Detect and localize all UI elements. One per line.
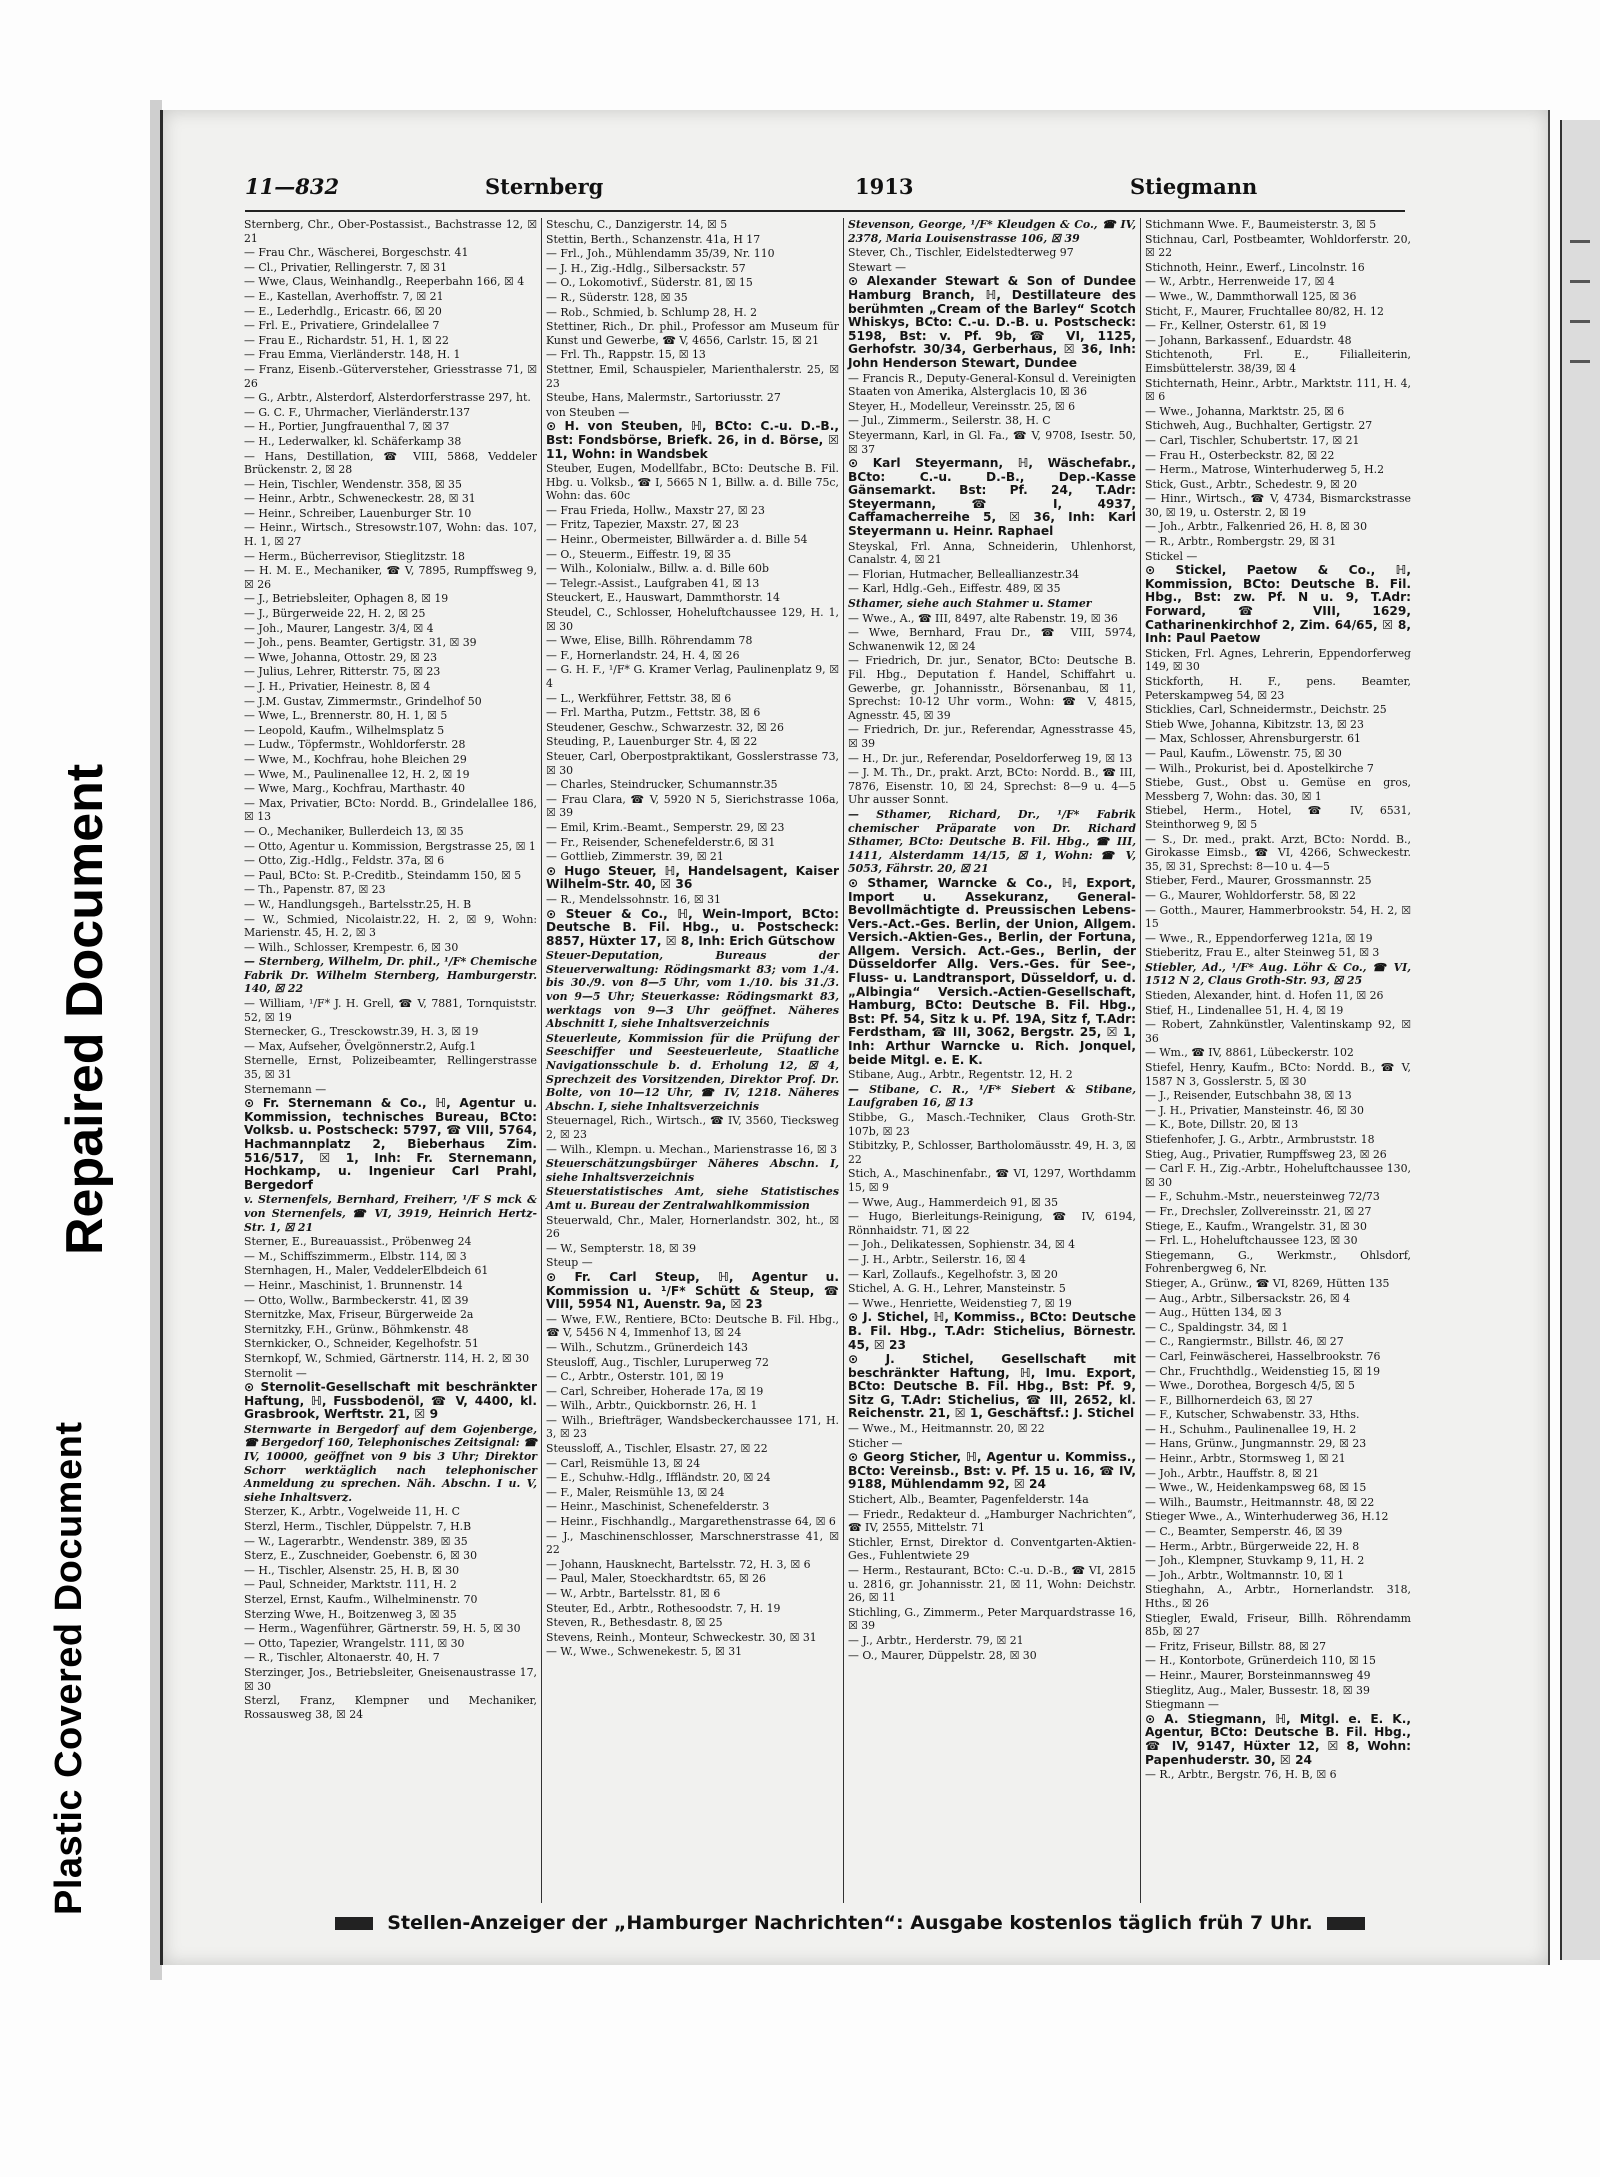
- directory-entry: — R., Arbtr., Rombergstr. 29, ☒ 31: [1145, 535, 1337, 549]
- directory-entry: — Wilh., Klempn. u. Mechan., Marienstrasse 16, ☒ 3: [546, 1142, 838, 1156]
- directory-entry: Steuer, Carl, Oberpostpraktikant, Gosslerstrasse 73, ☒ 30: [546, 749, 839, 777]
- directory-entry: — W., Arbtr., Herrenweide 17, ☒ 4: [1145, 275, 1335, 289]
- directory-entry: — Max, Schlosser, Ahrensburgerstr. 61: [1145, 732, 1361, 746]
- directory-entry: — Wwe, Bernhard, Frau Dr., ☎ VIII, 5974, Schwanenwik 12, ☒ 24: [848, 626, 1136, 653]
- directory-entry: Stiebel, Herm., Hotel, ☎ IV, 6531, Steinthorweg 9, ☒ 5: [1145, 804, 1411, 831]
- directory-entry: Sterzel, Ernst, Kaufm., Wilhelminenstr. 70: [244, 1593, 478, 1606]
- directory-entry: — Frau Clara, ☎ V, 5920 N 5, Sierichstrasse 106a, ☒ 39: [546, 792, 839, 820]
- directory-entry: Stiegler, Ewald, Friseur, Billh. Röhrendamm 85b, ☒ 27: [1145, 1611, 1411, 1639]
- directory-entry: Stichert, Alb., Beamter, Pagenfelderstr. 14a: [848, 1493, 1089, 1507]
- directory-entry: — Wwe, Marg., Kochfrau, Marthastr. 40: [244, 782, 466, 796]
- directory-entry: — Ludw., Töpfermstr., Wohldorferstr. 28: [244, 738, 466, 752]
- directory-entry: — W., Arbtr., Bartelsstr. 81, ☒ 6: [546, 1587, 721, 1600]
- directory-entry: — Emil, Krim.-Beamt., Semperstr. 29, ☒ 23: [546, 820, 785, 834]
- directory-entry: ⊙ Alexander Stewart & Son of Dundee Hamburg Branch, ℍ, Destillateure des berühmten „Cream of the Barley“ Scotch Whiskys, BCto: C.-u. D.-B. u. Postscheck: 5198, Bst: v. Pf. 9b, ☎ VI, 1125, Gerhofstr. 30/34, Gerberhaus, ☒ 36, Inh: John Henderson Stewart, Dundee: [848, 274, 1136, 370]
- directory-entry: ⊙ Fr. Carl Steup, ℍ, Agentur u. Kommission u. ¹/F* Schütt & Steup, ☎ VIII, 5954 N1, Auenstr. 9a, ☒ 23: [546, 1269, 839, 1312]
- header-first-name: Sternberg: [485, 174, 604, 199]
- directory-entry: — Wwe, M., Kochfrau, hohe Bleichen 29: [244, 752, 467, 766]
- directory-entry: — E., Schuhw.-Hdlg., Iffländstr. 20, ☒ 24: [546, 1471, 771, 1485]
- directory-entry: — Herm., Bücherrevisor, Stieglitzstr. 18: [244, 549, 465, 563]
- directory-entry: von Steuben —: [546, 405, 630, 419]
- directory-entry: Sternemann —: [244, 1082, 327, 1096]
- directory-entry: — G. C. F., Uhrmacher, Vierländerstr.137: [244, 405, 471, 419]
- directory-entry: — Hinr., Wirtsch., ☎ V, 4734, Bismarckstrasse 30, ☒ 19, u. Osterstr. 2, ☒ 19: [1145, 492, 1411, 519]
- page-header: [245, 170, 1405, 212]
- directory-entry: Steube, Hans, Malermstr., Sartoriusstr. 27: [546, 391, 781, 405]
- next-page-sliver: [1560, 120, 1600, 1960]
- right-hand-pointer-icon: [1327, 1917, 1365, 1930]
- directory-entry: — Johann, Barkassenf., Eduardstr. 48: [1145, 333, 1352, 347]
- directory-entry: Stieglitz, Aug., Maler, Bussestr. 18, ☒ 39: [1145, 1683, 1370, 1697]
- directory-entry: Stettner, Emil, Schauspieler, Marienthalerstr. 25, ☒ 23: [546, 362, 839, 390]
- directory-entry: Sterzer, K., Arbtr., Vogelweide 11, H. C: [244, 1505, 460, 1519]
- directory-entry: — H., Schuhm., Paulinenallee 19, H. 2: [1145, 1422, 1357, 1436]
- directory-entry: — Wilh., Baumstr., Heitmannstr. 48, ☒ 22: [1145, 1495, 1375, 1509]
- directory-entry: — Joh., pens. Beamter, Gertigstr. 31, ☒ 39: [244, 636, 477, 650]
- directory-entry: — Joh., Delikatessen, Sophienstr. 34, ☒ 4: [848, 1238, 1076, 1252]
- directory-entry: — J., Betriebsleiter, Ophagen 8, ☒ 19: [244, 592, 449, 606]
- directory-entry: — J., Maschinenschlosser, Marschnerstrasse 41, ☒ 22: [546, 1529, 839, 1557]
- directory-entry: — W., Sempterstr. 18, ☒ 39: [546, 1241, 697, 1255]
- directory-entry: — Leopold, Kaufm., Wilhelmsplatz 5: [244, 723, 445, 737]
- directory-entry: ⊙ Karl Steyermann, ℍ, Wäschefabr., BCto: C.-u. D.-B., Dep.-Kasse Gänsemarkt. Bst: Pf. 24, T.Adr: Steyermann, ☎ I, 4937, Caffamacherreihe 5, ☒ 36, Inh: Karl Steyermann u. Heinr. Raphael: [848, 456, 1136, 539]
- directory-entry: — Otto, Agentur u. Kommission, Bergstrasse 25, ☒ 1: [244, 839, 536, 853]
- directory-entry: — Frl. Th., Rappstr. 15, ☒ 13: [546, 348, 706, 362]
- directory-entry: — W., Schmied, Nicolaistr.22, H. 2, ☒ 9, Wohn: Marienstr. 45, H. 2, ☒ 3: [244, 912, 537, 940]
- directory-entry: Sticklies, Carl, Schneidermstr., Deichstr. 25: [1145, 703, 1387, 717]
- directory-entry: — Charles, Steindrucker, Schumannstr.35: [546, 778, 778, 792]
- directory-entry: — O., Lokomotivf., Süderstr. 81, ☒ 15: [546, 276, 753, 290]
- directory-entry: — Wwe, L., Brennerstr. 80, H. 1, ☒ 5: [244, 709, 448, 723]
- directory-entry: — Wwe., W., Heidenkampsweg 68, ☒ 15: [1145, 1481, 1367, 1495]
- directory-entry: — Robert, Zahnkünstler, Valentinskamp 92, ☒ 36: [1145, 1018, 1411, 1045]
- directory-entry: — Fr., Drechsler, Zollvereinsstr. 21, ☒ 27: [1145, 1204, 1372, 1218]
- directory-entry: — Heinr., Maschinist, Schenefelderstr. 3: [546, 1500, 770, 1514]
- directory-entry: — Joh., Arbtr., Woltmannstr. 10, ☒ 1: [1145, 1568, 1345, 1582]
- directory-entry: — Paul, Kaufm., Löwenstr. 75, ☒ 30: [1145, 746, 1342, 760]
- directory-entry: Steven, R., Bethesdastr. 8, ☒ 25: [546, 1616, 723, 1630]
- header-year: 1913: [855, 174, 914, 199]
- directory-entry: — Aug., Hütten 134, ☒ 3: [1145, 1306, 1282, 1320]
- directory-entry: — Max, Aufseher, Övelgönnerstr.2, Aufg.1: [244, 1039, 477, 1053]
- directory-entry: Steup —: [546, 1256, 593, 1270]
- directory-entry: Stichler, Ernst, Direktor d. Conventgarten-Aktien-Ges., Fuhlentwiete 29: [848, 1535, 1136, 1563]
- directory-entry: Sternecker, G., Tresckowstr.39, H. 3, ☒ 19: [244, 1025, 479, 1039]
- directory-entry: — Hans, Grünw., Jungmannstr. 29, ☒ 23: [1145, 1437, 1367, 1451]
- directory-entry: — William, ¹/F* J. H. Grell, ☎ V, 7881, Tornquiststr. 52, ☒ 19: [244, 997, 537, 1024]
- left-hand-pointer-icon: [335, 1917, 373, 1930]
- directory-entry: Stich, A., Maschinenfabr., ☎ VI, 1297, Worthdamm 15, ☒ 9: [848, 1167, 1136, 1194]
- directory-entry: — J. H., Privatier, Heinestr. 8, ☒ 4: [244, 680, 431, 693]
- directory-entry: — Wwe, M., Paulinenallee 12, H. 2, ☒ 19: [244, 767, 470, 781]
- directory-columns: [240, 218, 1415, 1903]
- directory-entry: — Wwe., A., ☎ III, 8497, alte Rabenstr. 19, ☒ 36: [848, 611, 1118, 625]
- directory-entry: ⊙ Steuer & Co., ℍ, Wein-Import, BCto: Deutsche B. Fil. Hbg., u. Postscheck: 8857, Hüxter 17, ☒ 8, Inh: Erich Gütschow: [546, 906, 839, 948]
- directory-entry: ⊙ J. Stichel, ℍ, Kommiss., BCto: Deutsche B. Fil. Hbg., T.Adr: Stichelius, Börnestr. 45, ☒ 23: [848, 1310, 1136, 1352]
- directory-entry: Stiege, E., Kaufm., Wrangelstr. 31, ☒ 30: [1145, 1219, 1367, 1233]
- directory-entry: Sternkopf, W., Schmied, Gärtnerstr. 114, H. 2, ☒ 30: [244, 1351, 529, 1365]
- directory-entry: Stieberitz, Frau E., alter Steinweg 51, ☒ 3: [1145, 946, 1380, 960]
- directory-entry: Steuer-Deputation, Bureaus der Steuerverwaltung: Rödingsmarkt 83; vom 1./4. bis 30./9. von 8—5 Uhr, vom 1./10. bis 31./3. von 9—5 Uhr; Steuerkasse: Rödingsmarkt 83, werktags von 9—3 Uhr geöffnet. Näheres Abschnitt I, siehe Inhaltsverzeichnis: [546, 949, 839, 1031]
- directory-entry: — Joh., Arbtr., Falkenried 26, H. 8, ☒ 30: [1145, 520, 1368, 534]
- directory-entry: — Wwe., Johanna, Marktstr. 25, ☒ 6: [1145, 404, 1345, 418]
- directory-entry: Stichnoth, Heinr., Ewerf., Lincolnstr. 16: [1145, 260, 1365, 274]
- directory-entry: — F., Maler, Reismühle 13, ☒ 24: [546, 1485, 725, 1499]
- directory-entry: — G., Arbtr., Alsterdorf, Alsterdorferstrasse 297, ht.: [244, 391, 531, 405]
- directory-entry: — Fritz, Tapezier, Maxstr. 27, ☒ 23: [546, 518, 740, 532]
- directory-entry: — O., Mechaniker, Bullerdeich 13, ☒ 35: [244, 824, 464, 838]
- directory-entry: — R., Arbtr., Bergstr. 76, H. B, ☒ 6: [1145, 1768, 1337, 1782]
- directory-entry: Sterzing Wwe, H., Boitzenweg 3, ☒ 35: [244, 1607, 457, 1621]
- directory-entry: — J., Arbtr., Herderstr. 79, ☒ 21: [848, 1633, 1024, 1647]
- directory-entry: — J. H., Zig.-Hdlg., Silbersackstr. 57: [546, 261, 746, 275]
- directory-entry: — H., Kontorbote, Grünerdeich 110, ☒ 15: [1145, 1654, 1376, 1668]
- header-last-name: Stiegmann: [1130, 174, 1258, 199]
- directory-entry: — Heinr., Wirtsch., Stresowstr.107, Wohn: das. 107, H. 1, ☒ 27: [244, 521, 537, 549]
- directory-entry: Sticher —: [848, 1436, 903, 1450]
- directory-entry: Stibane, Aug., Arbtr., Regentstr. 12, H. 2: [848, 1068, 1073, 1082]
- directory-entry: — Rob., Schmied, b. Schlump 28, H. 2: [546, 305, 758, 319]
- directory-entry: — Florian, Hutmacher, Belleallianzestr.34: [848, 567, 1080, 581]
- directory-entry: — L., Werkführer, Fettstr. 38, ☒ 6: [546, 691, 732, 705]
- directory-entry: — Heinr., Maurer, Borsteinmannsweg 49: [1145, 1668, 1371, 1682]
- directory-entry: — Wwe., M., Heitmannstr. 20, ☒ 22: [848, 1422, 1045, 1436]
- directory-entry: — Heinr., Fischhandlg., Margarethenstrasse 64, ☒ 6: [546, 1515, 836, 1529]
- directory-entry: Steuernagel, Rich., Wirtsch., ☎ IV, 3560, Tiecksweg 2, ☒ 23: [546, 1114, 839, 1141]
- directory-entry: — S., Dr. med., prakt. Arzt, BCto: Nordd. B., Girokasse Eimsb., ☎ VI, 4266, Schweckestr. 35, ☒ 31, Sprechst: 8—10 u. 4—5: [1145, 832, 1411, 873]
- directory-entry: — Otto, Tapezier, Wrangelstr. 111, ☒ 30: [244, 1636, 465, 1650]
- directory-entry: Stichternath, Heinr., Arbtr., Marktstr. 111, H. 4, ☒ 6: [1145, 376, 1411, 404]
- directory-entry: Sternwarte in Bergedorf auf dem Gojenberge, ☎ Bergedorf 160, Telephonisches Zeitsignal: ☎ IV, 10000, geöffnet von 9 bis 3 Uhr; Direktor Schorr werktäglich nach telephonischer Anmeldung zu sprechen. Näh. Abschn. I u. V, siehe Inhaltsverz.: [244, 1422, 537, 1504]
- directory-entry: — Cl., Privatier, Rellingerstr. 7, ☒ 31: [244, 260, 448, 274]
- directory-entry: Steuding, P., Lauenburger Str. 4, ☒ 22: [546, 735, 758, 749]
- directory-entry: — Herm., Matrose, Winterhuderweg 5, H.2: [1145, 463, 1385, 477]
- plastic-covered-label: Plastic Covered Document: [48, 1421, 90, 1915]
- directory-entry: Stichel, A. G. H., Lehrer, Mansteinstr. 5: [848, 1282, 1066, 1296]
- directory-entry: — Wilh., Schlosser, Krempestr. 6, ☒ 30: [244, 940, 459, 954]
- directory-entry: — W., Handlungsgeh., Bartelsstr.25, H. B: [244, 897, 472, 911]
- directory-entry: — R., Süderstr. 128, ☒ 35: [546, 290, 688, 304]
- directory-entry: Stickel —: [1145, 549, 1198, 563]
- directory-entry: Stieb Wwe, Johanna, Kibitzstr. 13, ☒ 23: [1145, 717, 1364, 731]
- directory-entry: — H., Lederwalker, kl. Schäferkamp 38: [244, 434, 462, 448]
- directory-entry: — Karl, Zollaufs., Kegelhofstr. 3, ☒ 20: [848, 1267, 1058, 1281]
- directory-entry: Sternhagen, H., Maler, VeddelerElbdeich 61: [244, 1264, 489, 1278]
- directory-entry: Stettin, Berth., Schanzenstr. 41a, H 17: [546, 232, 761, 246]
- directory-entry: — Otto, Wollw., Barmbeckerstr. 41, ☒ 39: [244, 1293, 469, 1307]
- directory-entry: Steuerleute, Kommission für die Prüfung der Seeschiffer und Seesteuerleute, Staatliche Navigationsschule b. d. Erholung 12, ☒ 4, Sprechzeit des Vorsitzenden, Direktor Prof. Dr. Bolte, von 10—12 Uhr, ☎ IV, 1218. Näheres Abschn. I, siehe Inhaltsverzeichnis: [546, 1031, 839, 1113]
- directory-entry: — Fritz, Friseur, Billstr. 88, ☒ 27: [1145, 1639, 1327, 1653]
- directory-entry: ⊙ Hugo Steuer, ℍ, Handelsagent, Kaiser Wilhelm-Str. 40, ☒ 36: [546, 863, 839, 892]
- directory-entry: — Francis R., Deputy-General-Konsul d. Vereinigten Staaten von Amerika, Alsterglacis 10, ☒ 36: [848, 371, 1136, 399]
- directory-entry: — Wwe., W., Dammthorwall 125, ☒ 36: [1145, 289, 1357, 303]
- directory-entry: — Telegr.-Assist., Laufgraben 41, ☒ 13: [546, 576, 760, 590]
- directory-entry: Steuerwald, Chr., Maler, Hornerlandstr. 302, ht., ☒ 26: [546, 1213, 839, 1241]
- directory-entry: Stief, H., Lindenallee 51, H. 4, ☒ 19: [1145, 1003, 1344, 1017]
- directory-entry: — E., Lederhdlg., Ericastr. 66, ☒ 20: [244, 304, 442, 318]
- directory-entry: — O., Steuerm., Eiffestr. 19, ☒ 35: [546, 547, 732, 561]
- directory-entry: Stichling, G., Zimmerm., Peter Marquardstrasse 16, ☒ 39: [848, 1605, 1136, 1633]
- directory-entry: — J., Reisender, Eutschbahn 38, ☒ 13: [1145, 1089, 1352, 1103]
- directory-entry: Stichtenoth, Frl. E., Filialleiterin, Eimsbüttelerstr. 38/39, ☒ 4: [1145, 348, 1411, 375]
- directory-entry: ⊙ H. von Steuben, ℍ, BCto: C.-u. D.-B., Bst: Fondsbörse, Briefk. 26, in d. Börse, ☒ 11, Wohn: in Wandsbek: [546, 419, 839, 461]
- directory-entry: Stiefel, Henry, Kaufm., BCto: Nordd. B., ☎ V, 1587 N 3, Gosslerstr. 5, ☒ 30: [1145, 1061, 1411, 1088]
- directory-entry: ⊙ Sternolit-Gesellschaft mit beschränkter Haftung, ℍ, Fussbodenöl, ☎ V, 4400, kl. Grasbrook, Werftstr. 21, ☒ 9: [244, 1380, 537, 1422]
- directory-entry: — Frl. E., Privatiere, Grindelallee 7: [244, 319, 440, 333]
- directory-entry: — Franz, Eisenb.-Güterversteher, Griesstrasse 71, ☒ 26: [244, 362, 537, 390]
- directory-entry: — W., Wwe., Schwenekestr. 5, ☒ 31: [546, 1645, 743, 1659]
- directory-entry: — Wwe., Dorothea, Borgesch 4/5, ☒ 5: [1145, 1379, 1355, 1393]
- directory-entry: — F., Schuhm.-Mstr., neuersteinweg 72/73: [1145, 1190, 1380, 1204]
- directory-entry: Steudener, Geschw., Schwarzestr. 32, ☒ 26: [546, 720, 784, 734]
- directory-entry: — M., Schiffszimmerm., Elbstr. 114, ☒ 3: [244, 1249, 467, 1263]
- directory-entry: — J. H., Privatier, Mansteinstr. 46, ☒ 30: [1145, 1103, 1364, 1117]
- directory-entry: — Frl. Martha, Putzm., Fettstr. 38, ☒ 6: [546, 706, 761, 720]
- directory-entry: Stieden, Alexander, hint. d. Hofen 11, ☒ 26: [1145, 989, 1384, 1003]
- directory-entry: — C., Beamter, Semperstr. 46, ☒ 39: [1145, 1525, 1343, 1539]
- directory-entry: — Friedrich, Dr. jur., Senator, BCto: Deutsche B. Fil. Hbg., Deputation f. Handel, Schiffahrt u. Gewerbe, gr. Johannisstr., Börsenanbau, ☒ 11, Sprechst: 10-12 Uhr vorm., Wohn: ☎ V, 4815, Agnesstr. 45, ☒ 39: [848, 654, 1136, 722]
- directory-entry: Sternberg, Chr., Ober-Postassist., Bachstrasse 12, ☒ 21: [244, 218, 537, 245]
- directory-entry: — J.M. Gustav, Zimmermstr., Grindelhof 50: [244, 694, 482, 708]
- directory-entry: — Karl, Hdlg.-Geh., Eiffestr. 489, ☒ 35: [848, 582, 1061, 596]
- directory-entry: — Friedrich, Dr. jur., Referendar, Agnesstrasse 45, ☒ 39: [848, 723, 1136, 750]
- directory-entry: — Frau H., Osterbeckstr. 82, ☒ 22: [1145, 448, 1335, 462]
- directory-entry: Sterz, E., Zuschneider, Goebenstr. 6, ☒ 30: [244, 1549, 478, 1563]
- directory-entry: Sternkicker, O., Schneider, Kegelhofstr. 51: [244, 1337, 479, 1351]
- directory-entry: — G., Maurer, Wohldorferstr. 58, ☒ 22: [1145, 888, 1356, 902]
- directory-entry: Stibbe, G., Masch.-Techniker, Claus Groth-Str. 107b, ☒ 23: [848, 1111, 1136, 1138]
- directory-entry: Steyskal, Frl. Anna, Schneiderin, Uhlenhorst, Canalstr. 4, ☒ 21: [848, 539, 1136, 567]
- page-number: 11—832: [245, 174, 340, 199]
- footer-text: Stellen-Anzeiger der „Hamburger Nachrichten“: Ausgabe kostenlos täglich früh 7 Uhr.: [387, 1912, 1313, 1934]
- directory-entry: Stick, Gust., Arbtr., Schedestr. 9, ☒ 20: [1145, 477, 1358, 491]
- directory-entry: Sterzl, Franz, Klempner und Mechaniker, Rossausweg 38, ☒ 24: [244, 1694, 537, 1721]
- directory-entry: — Julius, Lehrer, Ritterstr. 75, ☒ 23: [244, 665, 441, 679]
- directory-entry: — Max, Privatier, BCto: Nordd. B., Grindelallee 186, ☒ 13: [244, 796, 537, 824]
- directory-entry: — Carl F. H., Zig.-Arbtr., Hoheluftchaussee 130, ☒ 30: [1145, 1162, 1411, 1189]
- directory-entry: — H. M. E., Mechaniker, ☎ V, 7895, Rumpffsweg 9, ☒ 26: [244, 564, 537, 591]
- directory-entry: — G. H. F., ¹/F* G. Kramer Verlag, Paulinenplatz 9, ☒ 4: [546, 663, 839, 690]
- directory-entry: Sternolit —: [244, 1366, 307, 1380]
- directory-entry: — Fr., Reisender, Schenefelderstr.6, ☒ 31: [546, 835, 776, 849]
- directory-entry: — Wwe, F.W., Rentiere, BCto: Deutsche B. Fil. Hbg., ☎ V, 5456 N 4, Immenhof 13, ☒ 24: [546, 1312, 839, 1340]
- directory-entry: — Fr., Kellner, Osterstr. 61, ☒ 19: [1145, 319, 1327, 333]
- directory-entry: — Heinr., Arbtr., Schweneckestr. 28, ☒ 31: [244, 492, 476, 506]
- directory-entry: — J. M. Th., Dr., prakt. Arzt, BCto: Nordd. B., ☎ III, 7876, Eisenstr. 10, ☒ 24, Sprechst: 8—9 u. 4—5 Uhr ausser Sonnt.: [848, 766, 1136, 807]
- footer-banner: [310, 1912, 1390, 1942]
- directory-entry: Stickforth, H. F., pens. Beamter, Peterskampweg 54, ☒ 23: [1145, 675, 1411, 702]
- directory-entry: ⊙ Fr. Sternemann & Co., ℍ, Agentur u. Kommission, technisches Bureau, BCto: Volksb. u. Postscheck: 5797, ☎ VIII, 5764, Hachmannplatz 2, Bieberhaus Zim. 516/517, ☒ 1, Inh: Fr. Sternemann, Hochkamp, u. Ingenieur Carl Prahl, Bergedorf: [244, 1096, 537, 1192]
- directory-entry: — Friedr., Redakteur d. „Hamburger Nachrichten“, ☎ IV, 2555, Mittelstr. 71: [848, 1507, 1136, 1535]
- directory-entry: — J., Bürgerweide 22, H. 2, ☒ 25: [244, 607, 426, 621]
- directory-entry: — Frl. L., Hoheluftchaussee 123, ☒ 30: [1145, 1234, 1358, 1248]
- directory-entry: ⊙ Stickel, Paetow & Co., ℍ, Kommission, BCto: Deutsche B. Fil. Hbg., Bst: zw. Pf. N u. 9, T.Adr: Forward, ☎ VIII, 1629, Catharinenkirchhof 2, Zim. 64/65, ☒ 8, Inh: Paul Paetow: [1145, 563, 1411, 646]
- directory-entry: Sthamer, siehe auch Stahmer u. Stamer: [848, 597, 1092, 611]
- directory-entry: Stiebler, Ad., ¹/F* Aug. Löhr & Co., ☎ VI, 1512 N 2, Claus Groth-Str. 93, ☒ 25: [1145, 960, 1411, 988]
- directory-entry: — Chr., Fruchthdlg., Weidenstieg 15, ☒ 19: [1145, 1364, 1381, 1378]
- directory-entry: Stieber, Ferd., Maurer, Grossmannstr. 25: [1145, 874, 1372, 888]
- directory-entry: Stieg, Aug., Privatier, Rumpffsweg 23, ☒ 26: [1145, 1147, 1387, 1161]
- directory-entry: ⊙ A. Stiegmann, ℍ, Mitgl. e. E. K., Agentur, BCto: Deutsche B. Fil. Hbg., ☎ IV, 9147, Hüxter 12, ☒ 8, Wohn: Papenhuderstr. 30, ☒ 24: [1145, 1711, 1411, 1767]
- directory-entry: — Frau Emma, Vierländerstr. 148, H. 1: [244, 348, 461, 362]
- directory-entry: Stichmann Wwe. F., Baumeisterstr. 3, ☒ 5: [1145, 218, 1377, 231]
- directory-entry: — Paul, Schneider, Marktstr. 111, H. 2: [244, 1578, 457, 1592]
- directory-entry: Stieger, A., Grünw., ☎ VI, 8269, Hütten 135: [1145, 1276, 1390, 1290]
- repaired-document-label: Repaired Document: [56, 763, 114, 1255]
- directory-entry: — Paul, Maler, Stoeckhardtstr. 65, ☒ 26: [546, 1572, 766, 1586]
- directory-entry: — Joh., Maurer, Langestr. 3/4, ☒ 4: [244, 621, 434, 635]
- directory-entry: Stever, Ch., Tischler, Eidelstedterweg 97: [848, 246, 1074, 260]
- directory-entry: — Frau E., Richardstr. 51, H. 1, ☒ 22: [244, 333, 449, 347]
- directory-entry: — C., Arbtr., Osterstr. 101, ☒ 19: [546, 1370, 724, 1384]
- directory-entry: — Joh., Arbtr., Hauffstr. 8, ☒ 21: [1145, 1466, 1320, 1480]
- directory-entry: Steyermann, Karl, in Gl. Fa., ☎ V, 9708, Isestr. 50, ☒ 37: [848, 428, 1136, 456]
- directory-entry: Stettiner, Rich., Dr. phil., Professor am Museum für Kunst und Gewerbe, ☎ V, 4656, Carlstr. 15, ☒ 21: [546, 320, 839, 347]
- directory-entry: — Joh., Klempner, Stuvkamp 9, 11, H. 2: [1145, 1554, 1365, 1568]
- directory-entry: Stieghahn, A., Arbtr., Hornerlandstr. 318, Hths., ☒ 26: [1145, 1583, 1411, 1610]
- directory-entry: Steuter, Ed., Arbtr., Rothesoodstr. 7, H. 19: [546, 1601, 781, 1615]
- directory-entry: — Carl, Feinwäscherei, Hasselbrookstr. 76: [1145, 1349, 1381, 1363]
- directory-entry: — Wilh., Briefträger, Wandsbeckerchaussee 171, H. 3, ☒ 23: [546, 1413, 839, 1441]
- directory-entry: Steudel, C., Schlosser, Hoheluftchaussee 129, H. 1, ☒ 30: [546, 606, 839, 633]
- directory-entry: Stiegmann —: [1145, 1698, 1219, 1712]
- directory-entry: — Herm., Restaurant, BCto: C.-u. D.-B., ☎ VI, 2815 u. 2816, gr. Johannisstr. 21, ☒ 11, Wohn: Deichstr. 26, ☒ 11: [848, 1564, 1136, 1605]
- directory-entry: Steusloff, Aug., Tischler, Luruperweg 72: [546, 1355, 769, 1369]
- directory-entry: — Gotth., Maurer, Hammerbrookstr. 54, H. 2, ☒ 15: [1145, 903, 1411, 931]
- directory-entry: Stiebe, Gust., Obst u. Gemüse en gros, Messberg 7, Wohn: das. 30, ☒ 1: [1145, 776, 1411, 803]
- directory-entry: — Hein, Tischler, Wendenstr. 358, ☒ 35: [244, 477, 462, 491]
- directory-entry: — Wilh., Kolonialw., Billw. a. d. Bille 60b: [546, 562, 769, 576]
- directory-entry: — Carl, Tischler, Schubertstr. 17, ☒ 21: [1145, 433, 1360, 447]
- directory-entry: — E., Kastellan, Averhoffstr. 7, ☒ 21: [244, 289, 444, 303]
- column-3: [844, 218, 1141, 1903]
- directory-entry: — Wm., ☎ IV, 8861, Lübeckerstr. 102: [1145, 1046, 1354, 1060]
- directory-entry: — Carl, Reismühle 13, ☒ 24: [546, 1456, 701, 1470]
- directory-entry: Stieger Wwe., A., Winterhuderweg 36, H.12: [1145, 1510, 1389, 1524]
- directory-entry: — Wwe, Aug., Hammerdeich 91, ☒ 35: [848, 1195, 1059, 1209]
- directory-entry: Sternitzky, F.H., Grünw., Böhmkenstr. 48: [244, 1322, 469, 1336]
- directory-entry: — C., Spaldingstr. 34, ☒ 1: [1145, 1320, 1289, 1334]
- directory-entry: — Th., Papenstr. 87, ☒ 23: [244, 883, 386, 897]
- directory-entry: Steuerstatistisches Amt, siehe Statistisches Amt u. Bureau der Zentralwahlkommission: [546, 1185, 839, 1212]
- directory-entry: — Herm., Arbtr., Bürgerweide 22, H. 8: [1145, 1539, 1360, 1553]
- directory-entry: — Otto, Zig.-Hdlg., Feldstr. 37a, ☒ 6: [244, 854, 445, 868]
- directory-entry: — W., Lagerarbtr., Wendenstr. 389, ☒ 35: [244, 1534, 468, 1548]
- directory-entry: — Wilh., Schutzm., Grünerdeich 143: [546, 1340, 748, 1354]
- directory-entry: ⊙ Georg Sticher, ℍ, Agentur u. Kommiss., BCto: Vereinsb., Bst: v. Pf. 15 u. 16, ☎ IV, 9188, Mühlendamm 92, ☒ 24: [848, 1450, 1136, 1492]
- directory-entry: — F., Billhornerdeich 63, ☒ 27: [1145, 1393, 1313, 1407]
- directory-entry: Steuckert, E., Hauswart, Dammthorstr. 14: [546, 591, 780, 605]
- directory-entry: — H., Dr. jur., Referendar, Poseldorferweg 19, ☒ 13: [848, 751, 1133, 765]
- directory-entry: Sticht, F., Maurer, Fruchtallee 80/82, H. 12: [1145, 304, 1384, 318]
- directory-entry: — H., Tischler, Alsenstr. 25, H. B, ☒ 30: [244, 1563, 460, 1577]
- directory-entry: Stichnau, Carl, Postbeamter, Wohldorferstr. 20, ☒ 22: [1145, 232, 1411, 260]
- directory-entry: Stewart —: [848, 260, 907, 274]
- directory-entry: — Sternberg, Wilhelm, Dr. phil., ¹/F* Chemische Fabrik Dr. Wilhelm Sternberg, Hamburgerstr. 140, ☒ 22: [244, 955, 537, 996]
- directory-entry: — Jul., Zimmerm., Seilerstr. 38, H. C: [848, 414, 1051, 428]
- directory-entry: Sternelle, Ernst, Polizeibeamter, Rellingerstrasse 35, ☒ 31: [244, 1054, 537, 1082]
- column-2: [542, 218, 844, 1903]
- directory-entry: — Gottlieb, Zimmerstr. 39, ☒ 21: [546, 850, 724, 864]
- directory-entry: — R., Tischler, Altonaerstr. 40, H. 7: [244, 1651, 440, 1665]
- directory-entry: — Frau Chr., Wäscherei, Borgeschstr. 41: [244, 246, 469, 260]
- directory-entry: — Heinr., Obermeister, Billwärder a. d. Bille 54: [546, 533, 808, 547]
- directory-entry: — F., Hornerlandstr. 24, H. 4, ☒ 26: [546, 648, 740, 662]
- directory-entry: — O., Maurer, Düppelstr. 28, ☒ 30: [848, 1648, 1037, 1662]
- directory-entry: — Heinr., Schreiber, Lauenburger Str. 10: [244, 506, 472, 520]
- directory-entry: — Heinr., Arbtr., Stormsweg 1, ☒ 21: [1145, 1452, 1346, 1466]
- directory-entry: — Wwe, Claus, Weinhandlg., Reeperbahn 166, ☒ 4: [244, 275, 525, 289]
- directory-entry: Sternitzke, Max, Friseur, Bürgerweide 2a: [244, 1308, 474, 1322]
- directory-entry: Steuber, Eugen, Modellfabr., BCto: Deutsche B. Fil. Hbg. u. Volksb., ☎ I, 5665 N 1, Billw. a. d. Bille 75c, Wohn: das. 60c: [546, 462, 839, 503]
- directory-entry: — Wwe., Henriette, Weidenstieg 7, ☒ 19: [848, 1296, 1072, 1310]
- directory-entry: — Wwe, Johanna, Ottostr. 29, ☒ 23: [244, 650, 438, 664]
- directory-entry: Sterzinger, Jos., Betriebsleiter, Gneisenaustrasse 17, ☒ 30: [244, 1665, 537, 1693]
- directory-entry: Stevenson, George, ¹/F* Kleudgen & Co., ☎ IV, 2378, Maria Louisenstrasse 106, ☒ 39: [848, 218, 1136, 245]
- directory-entry: — J. H., Arbtr., Seilerstr. 16, ☒ 4: [848, 1252, 1026, 1266]
- directory-entry: — Aug., Arbtr., Silbersackstr. 26, ☒ 4: [1145, 1291, 1351, 1305]
- directory-entry: Stevens, Reinh., Monteur, Schweckestr. 30, ☒ 31: [546, 1630, 817, 1644]
- directory-entry: — Frau Frieda, Hollw., Maxstr 27, ☒ 23: [546, 503, 765, 517]
- directory-entry: Sticken, Frl. Agnes, Lehrerin, Eppendorferweg 149, ☒ 30: [1145, 646, 1411, 674]
- directory-entry: Steschu, C., Danzigerstr. 14, ☒ 5: [546, 218, 728, 231]
- directory-entry: — Hugo, Bierleitungs-Reinigung, ☎ IV, 6194, Rönnhaidstr. 71, ☒ 22: [848, 1210, 1136, 1237]
- directory-entry: Steussloff, A., Tischler, Elsastr. 27, ☒ 22: [546, 1442, 768, 1456]
- directory-entry: Sterner, E., Bureauassist., Pröbenweg 24: [244, 1235, 472, 1249]
- directory-entry: Stibitzky, P., Schlosser, Bartholomäusstr. 49, H. 3, ☒ 22: [848, 1139, 1136, 1166]
- directory-entry: — R., Mendelssohnstr. 16, ☒ 31: [546, 892, 721, 906]
- directory-entry: — Johann, Hausknecht, Bartelsstr. 72, H. 3, ☒ 6: [546, 1557, 811, 1571]
- directory-entry: — Paul, BCto: St. P.-Creditb., Steindamm 150, ☒ 5: [244, 868, 522, 882]
- directory-entry: — Wwe, Elise, Billh. Röhrendamm 78: [546, 634, 753, 648]
- directory-entry: — Sthamer, Richard, Dr., ¹/F* Fabrik chemischer Präparate von Dr. Richard Sthamer, BCto: Deutsche B. Fil. Hbg., ☎ III, 1411, Alsterdamm 14/15, ☒ 1, Wohn: ☎ V, 5053, Fährstr. 20, ☒ 21: [848, 807, 1136, 876]
- directory-entry: — Wilh., Prokurist, bei d. Apostelkirche 7: [1145, 761, 1374, 775]
- directory-entry: — H., Portier, Jungfrauenthal 7, ☒ 37: [244, 420, 450, 434]
- directory-entry: — Wilh., Arbtr., Quickbornstr. 26, H. 1: [546, 1399, 758, 1413]
- directory-entry: — Frl., Joh., Mühlendamm 35/39, Nr. 110: [546, 247, 775, 261]
- directory-entry: — C., Rangiermstr., Billstr. 46, ☒ 27: [1145, 1335, 1344, 1349]
- directory-entry: ⊙ J. Stichel, Gesellschaft mit beschränkter Haftung, ℍ, Imu. Export, BCto: Deutsche B. Fil. Hbg., Bst: Pf. 9, Sitz G, T.Adr: Stichelius, ☎ III, 2652, kl. Reichenstr. 21, ☒ 1, Geschäftsf.: J. Stichel: [848, 1352, 1136, 1421]
- directory-entry: — Wwe., R., Eppendorferweg 121a, ☒ 19: [1145, 931, 1373, 945]
- directory-entry: — Herm., Wagenführer, Gärtnerstr. 59, H. 5, ☒ 30: [244, 1622, 521, 1636]
- directory-entry: — Hans, Destillation, ☎ VIII, 5868, Veddeler Brückenstr. 2, ☒ 28: [244, 449, 537, 477]
- directory-entry: — F., Kutscher, Schwabenstr. 33, Hths.: [1145, 1408, 1360, 1422]
- directory-entry: Stiegemann, G., Werkmstr., Ohlsdorf, Fohrenbergweg 6, Nr.: [1145, 1248, 1411, 1276]
- directory-entry: — Stibane, C. R., ¹/F* Siebert & Stibane, Laufgraben 16, ☒ 13: [848, 1082, 1136, 1110]
- column-1: [240, 218, 542, 1903]
- directory-entry: Steyer, H., Modelleur, Vereinsstr. 25, ☒ 6: [848, 399, 1076, 413]
- directory-entry: v. Sternenfels, Bernhard, Freiherr, ¹/F S mck & von Sternenfels, ☎ VI, 3919, Heinrich Hertz-Str. 1, ☒ 21: [244, 1193, 537, 1234]
- directory-entry: Stichweh, Aug., Buchhalter, Gertigstr. 27: [1145, 419, 1373, 433]
- column-4: [1141, 218, 1415, 1903]
- directory-entry: — Heinr., Maschinist, 1. Brunnenstr. 14: [244, 1278, 463, 1292]
- directory-entry: Stiefenhofer, J. G., Arbtr., Armbruststr. 18: [1145, 1133, 1375, 1146]
- directory-entry: — K., Bote, Dillstr. 20, ☒ 13: [1145, 1118, 1299, 1132]
- directory-entry: Steuerschätzungsbürger Näheres Abschn. I, siehe Inhaltsverzeichnis: [546, 1157, 839, 1184]
- directory-entry: ⊙ Sthamer, Warncke & Co., ℍ, Export, Import u. Assekuranz, General-Bevollmächtigte d. Preussischen Lebens-Vers.-Act.-Ges. Berlin, der Union, Allgem. Versich.-Aktien-Ges., Berlin, der Fortuna, Allgem. Versich. Act.-Ges., Berlin, der Düsseldorfer Allg. Vers.-Ges. für See-, Fluss- u. Landtransport, Düsseldorf, u. d. „Albingia“ Versich.-Actien-Gesellschaft, Hamburg, BCto: Deutsche B. Fil. Hbg., Bst: Pf. 54, Sitz k u. Pf. 19A, Sitz f, T.Adr: Ferdstham, ☎ III, 3062, Bergstr. 25, ☒ 1, Inh: Arthur Warncke u. Rich. Jonquel, beide Mitgl. e. E. K.: [848, 875, 1136, 1067]
- directory-entry: Sterzl, Herm., Tischler, Düppelstr. 7, H.B: [244, 1520, 472, 1534]
- directory-entry: — Carl, Schreiber, Hoherade 17a, ☒ 19: [546, 1384, 764, 1398]
